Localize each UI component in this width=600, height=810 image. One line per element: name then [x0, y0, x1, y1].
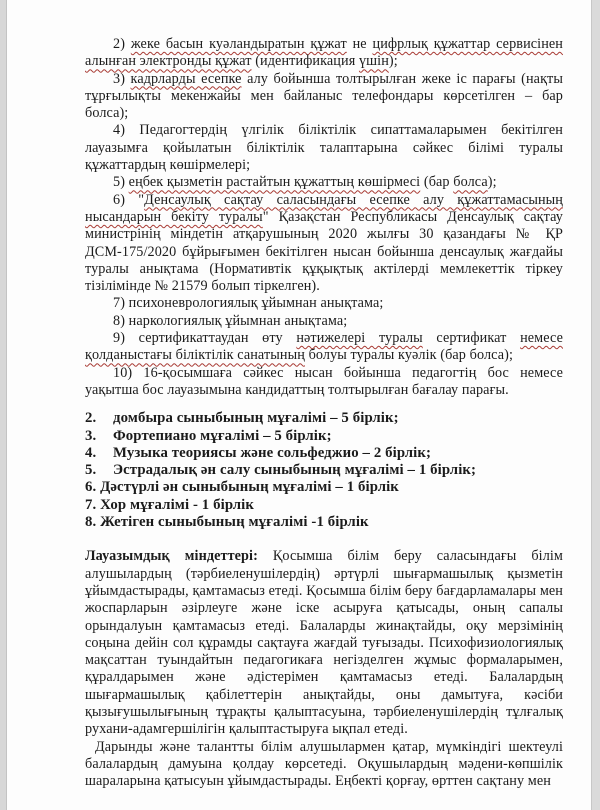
- misspelled-text: кадрларды есепке: [130, 70, 242, 87]
- text-segment: домбыра сыныбының мұғалімі – 5 бірлік;: [113, 410, 399, 427]
- page-left-edge: [0, 0, 7, 810]
- vacancy-item-5: [85, 462, 563, 479]
- vacancy-item-2: [85, 410, 563, 427]
- misspelled-text: болса: [453, 174, 488, 191]
- text-segment: 5): [113, 174, 129, 191]
- misspelled-text: үшін: [358, 53, 389, 70]
- text-segment: (бар: [420, 174, 454, 191]
- text-segment: 5.: [85, 462, 97, 479]
- vacancy-item-6: [85, 479, 563, 496]
- doc-item-10: [85, 365, 563, 400]
- text-segment: 3.: [85, 427, 97, 444]
- doc-item-6: [85, 192, 563, 296]
- text-segment: 10) 16-қосымшаға сәйкес нысан бойынша педагогтің бос немесе уақытша бос лауазымына кандидаттың толтырылған бағалау парағы.: [85, 364, 563, 398]
- text-segment: алу бойынша толтырылған жеке іс парағы (нақты тұрғылықты мекенжайы мен байланыс телефондары көрсетілген – бар болса);: [85, 70, 563, 122]
- text-segment: 7. Хор мұғалімі - 1 бірлік: [85, 496, 255, 513]
- text-segment: 7) психоневрологиялық ұйымнан анықтама;: [113, 295, 384, 312]
- text-segment: 6. Дәстүрлі ән сыныбының мұғалімі – 1 бірлік: [85, 479, 399, 496]
- doc-item-3: [85, 71, 563, 123]
- spacer-after-vacancy-list: [85, 531, 563, 548]
- misspelled-text: еңбек қызметін растайтын құжаттың көшірмесі: [128, 174, 421, 191]
- page-right-edge: [591, 0, 600, 810]
- text-segment: Лауазымдық міндеттері:: [85, 548, 258, 565]
- text-segment: );: [388, 53, 398, 70]
- duties-paragraph: [85, 548, 563, 738]
- text-segment: Эстрадалық ән салу сыныбының мұғалімі – 1 бірлік;: [113, 462, 477, 479]
- vacancy-item-4: [85, 445, 563, 462]
- misspelled-text: қолданыстағы біліктілік санатының: [85, 347, 305, 364]
- misspelled-text: Денсаулық сақтау саласындағы есепке алу құжаттамасының нысандарын бекіту туралы: [85, 191, 563, 225]
- text-segment: Дарынды және талантты білім алушылармен қатар, мүмкіндігі шектеулі балалардың дамуына қолдау көрсетеді. Оқушылардың мәдени-көпшілік шараларына қатысуын ұйымдастырады. Еңбекті қорғау, өрттен сақтану мен: [85, 738, 563, 790]
- doc-item-9: [85, 330, 563, 365]
- text-segment: (идентификация: [251, 53, 359, 70]
- text-segment: 9) сертификаттаудан өту: [113, 330, 297, 347]
- text-segment: 8. Жетіген сыныбының мұғалімі -1 бірлік: [85, 514, 369, 531]
- text-segment: " Қазақстан Республикасы Денсаулық сақтау министрінің міндетін атқарушының 2020 жылғы 30 қазандағы № ҚР ДСМ-175/2020 бұйрығымен бекітілген нысан бойынша денсаулық жағдайы туралы анықтама (Нормативтік құқықтық актілерді мемлекеттік тіркеу тізілімінде № 21579 болып тіркелген).: [85, 208, 563, 295]
- vacancy-item-8: [85, 514, 563, 531]
- doc-item-8: [85, 313, 563, 330]
- misspelled-text: немесе: [520, 330, 563, 347]
- vacancy-item-3: [85, 428, 563, 445]
- text-segment: 4.: [85, 444, 97, 461]
- misspelled-text: цифрлық құжаттар сервисінен алынған электронды құжат: [85, 36, 563, 70]
- doc-item-7: [85, 295, 563, 312]
- misspelled-text: жеке басын куәландыратын құжат: [130, 36, 347, 52]
- spacer-after-doc-list: [85, 399, 563, 410]
- text-segment: Музыка теориясы және сольфеджио – 2 бірлік;: [113, 444, 432, 461]
- vacancy-item-7: [85, 497, 563, 514]
- text-segment: 2): [113, 36, 131, 52]
- text-segment: );: [487, 174, 497, 191]
- text-segment: Қосымша білім беру саласындағы білім алушылардың (тәрбиеленушілердің) әртүрлі шығармашылық қызметін ұйымдастырады, қамтамасыз етеді. Қосымша білім беру бағдарламалары мен жоспарларын әзірлеуге және іске асыруға қатысады, оның сапалы орындалуын қамтамасыз етеді. Балаларды жинақтайды, оқу мерзімінің соңына дейін сол құрамды сақтауға жағдай туғызады. Психофизиологиялық мақсаттан туындайтын педагогикаға негізделген жұмыс формаларымен, құралдарымен және әдістерімен қамтамасыз етеді. Балалардың шығармашылық қабілеттерін анықтайды, оны дамытуға, кәсіби қызығушылығының тұрақты қалыптасуына, тәрбиеленушілердің тұлғалық рухани-адамгершілігін қалыптастыруға ықпал етеді.: [85, 548, 563, 738]
- text-segment: 3): [113, 70, 131, 87]
- text-segment: 2.: [85, 410, 97, 427]
- text-segment: 8) наркологиялық ұйымнан анықтама;: [113, 312, 348, 329]
- doc-item-4: [85, 122, 563, 174]
- document-content: [85, 36, 563, 790]
- text-segment: сертификат: [422, 330, 521, 347]
- talented-students-paragraph: [85, 739, 563, 791]
- misspelled-text: нәтижелері туралы: [296, 330, 423, 347]
- doc-item-5: [85, 174, 563, 191]
- doc-item-2: [85, 36, 563, 71]
- text-segment: Фортепиано мұғалімі – 5 бірлік;: [113, 427, 332, 444]
- text-segment: 4) Педагогтердің үлгілік біліктілік сипаттамаларымен бекітілген лауазымға қойылатын біліктілік талаптарына сәйкес білімі туралы құжаттардың көшірмелері;: [85, 122, 563, 174]
- text-segment: 6) ": [113, 191, 145, 208]
- text-segment: не: [346, 36, 373, 52]
- text-segment: болуы туралы куәлік (бар болса);: [304, 347, 513, 364]
